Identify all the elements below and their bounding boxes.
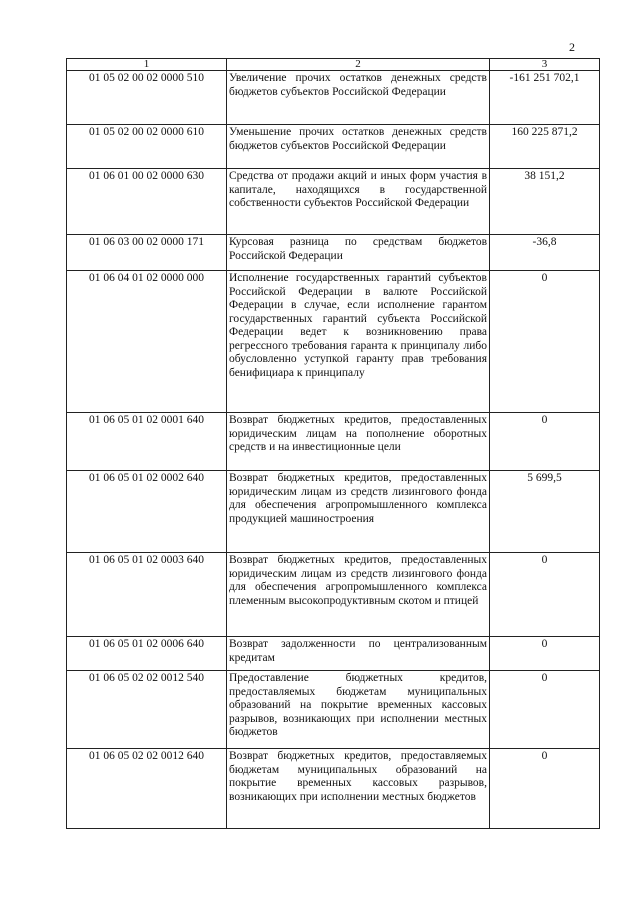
amount-cell: 0 <box>490 671 600 749</box>
table-row <box>67 671 600 749</box>
description-cell: Возврат задолженности по централизованным кредитам <box>227 637 490 671</box>
description-cell: Средства от продажи акций и иных форм участия в капитале, находящихся в государственной собственности субъектов Российской Федерации <box>227 169 490 235</box>
column-header-2: 2 <box>227 59 490 71</box>
description-cell: Возврат бюджетных кредитов, предоставленных юридическим лицам на пополнение оборотных средств и на инвестиционные цели <box>227 413 490 471</box>
table-row <box>67 749 600 829</box>
table-row <box>67 125 600 169</box>
table-row <box>67 169 600 235</box>
description-cell: Увеличение прочих остатков денежных средств бюджетов субъектов Российской Федерации <box>227 71 490 125</box>
budget-code-cell: 01 06 01 00 02 0000 630 <box>67 169 227 235</box>
amount-cell: -161 251 702,1 <box>490 71 600 125</box>
amount-cell: 160 225 871,2 <box>490 125 600 169</box>
amount-cell: 38 151,2 <box>490 169 600 235</box>
column-header-3: 3 <box>490 59 600 71</box>
budget-code-cell: 01 06 04 01 02 0000 000 <box>67 271 227 413</box>
budget-code-cell: 01 06 05 01 02 0002 640 <box>67 471 227 553</box>
description-cell: Исполнение государственных гарантий субъектов Российской Федерации в валюте Российской Федерации в случае, если исполнение гарантом государственных гарантий субъекта Российской Федерации ведет к возникновению права регрессного требования гаранта к принципалу либо обусловленно уступкой гаранту прав требования бенифициара к принципалу <box>227 271 490 413</box>
description-cell: Предоставление бюджетных кредитов, предоставляемых бюджетам муниципальных образований на покрытие временных кассовых разрывов, возникающих при исполнении местных бюджетов <box>227 671 490 749</box>
table-row <box>67 413 600 471</box>
budget-code-cell: 01 06 05 01 02 0006 640 <box>67 637 227 671</box>
amount-cell: 0 <box>490 553 600 637</box>
table-row <box>67 71 600 125</box>
amount-cell: 0 <box>490 271 600 413</box>
budget-code-cell: 01 06 03 00 02 0000 171 <box>67 235 227 271</box>
amount-cell: 5 699,5 <box>490 471 600 553</box>
description-cell: Возврат бюджетных кредитов, предоставленных юридическим лицам из средств лизингового фонда для обеспечения агропромышленного комплекса племенным высокопродуктивным скотом и птицей <box>227 553 490 637</box>
budget-code-cell: 01 06 05 01 02 0003 640 <box>67 553 227 637</box>
page-number: 2 <box>569 40 575 54</box>
table-row <box>67 471 600 553</box>
table-row <box>67 271 600 413</box>
budget-code-cell: 01 05 02 00 02 0000 510 <box>67 71 227 125</box>
budget-sources-table <box>66 58 600 829</box>
column-header-1: 1 <box>67 59 227 71</box>
amount-cell: -36,8 <box>490 235 600 271</box>
budget-code-cell: 01 06 05 01 02 0001 640 <box>67 413 227 471</box>
table-row <box>67 553 600 637</box>
amount-cell: 0 <box>490 749 600 829</box>
description-cell: Курсовая разница по средствам бюджетов Российской Федерации <box>227 235 490 271</box>
budget-code-cell: 01 05 02 00 02 0000 610 <box>67 125 227 169</box>
description-cell: Уменьшение прочих остатков денежных средств бюджетов субъектов Российской Федерации <box>227 125 490 169</box>
budget-code-cell: 01 06 05 02 02 0012 540 <box>67 671 227 749</box>
table-row <box>67 637 600 671</box>
budget-code-cell: 01 06 05 02 02 0012 640 <box>67 749 227 829</box>
description-cell: Возврат бюджетных кредитов, предоставленных юридическим лицам из средств лизингового фонда для обеспечения агропромышленного комплекса продукцией машиностроения <box>227 471 490 553</box>
description-cell: Возврат бюджетных кредитов, предоставляемых бюджетам муниципальных образований на покрытие временных кассовых разрывов, возникающих при исполнении местных бюджетов <box>227 749 490 829</box>
amount-cell: 0 <box>490 637 600 671</box>
table-row <box>67 235 600 271</box>
amount-cell: 0 <box>490 413 600 471</box>
table-header-row <box>67 59 600 71</box>
